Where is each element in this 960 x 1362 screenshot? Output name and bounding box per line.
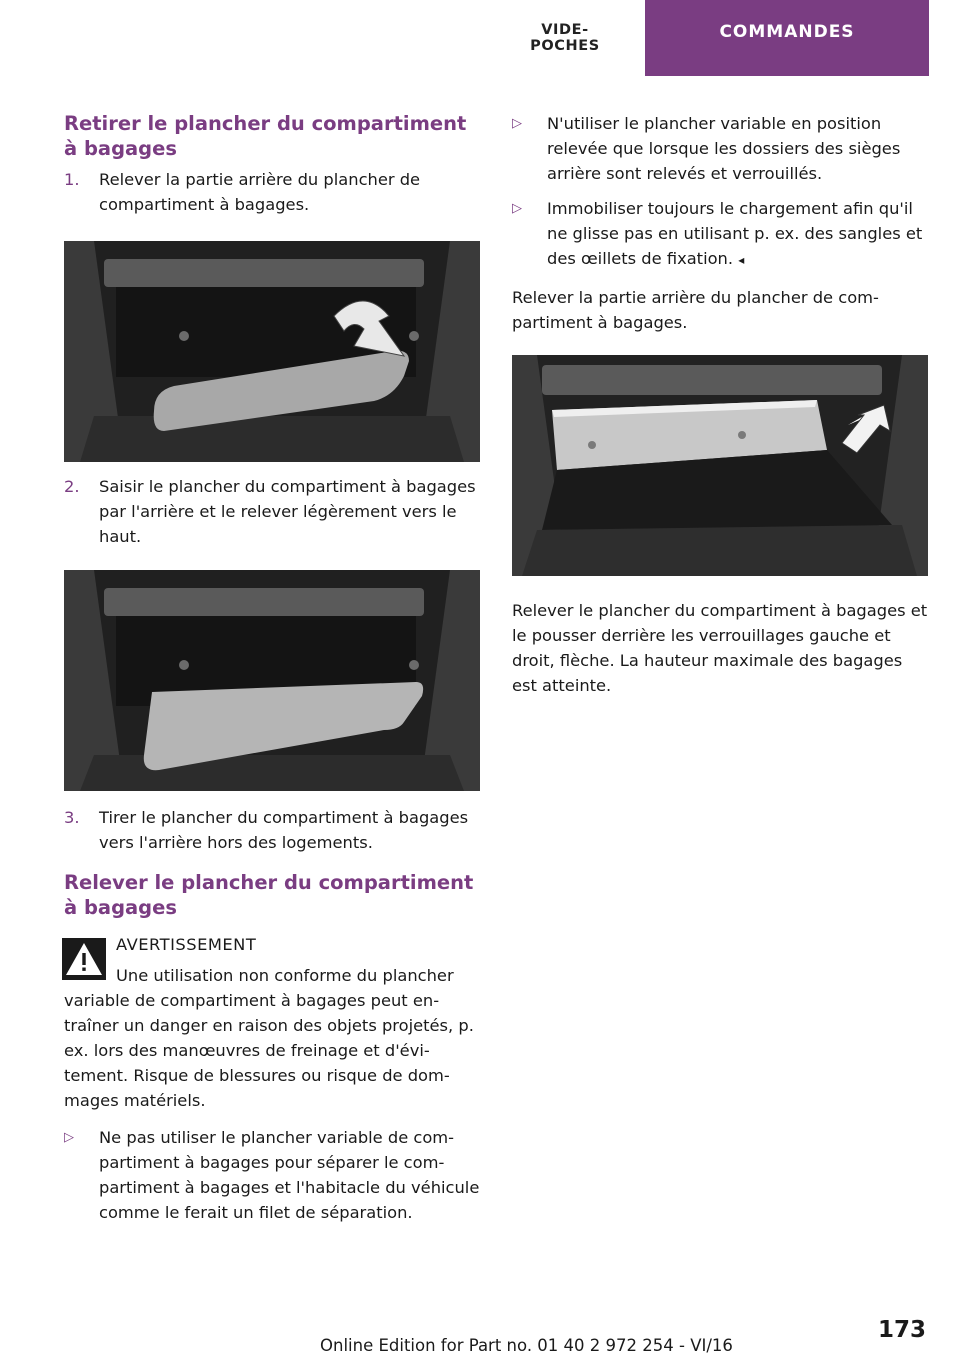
chapter-tab-label: COMMANDES	[719, 22, 855, 42]
trunk-photo-raised-floor	[512, 355, 928, 576]
chapter-tab	[645, 0, 929, 76]
steps-list-2	[64, 474, 482, 549]
trunk-photo-lift-rear	[64, 241, 480, 462]
bullet-triangle-icon: ▷	[64, 1130, 74, 1145]
heading-raise-floor: Relever le plancher du compartiment à bagages	[64, 871, 474, 919]
step-item	[64, 805, 482, 855]
page-footer	[0, 1315, 960, 1362]
bullet-text: N'utiliser le plancher variable en position relevée que lorsque les dossiers des sièges arrière sont relevés et verrouillés.	[547, 114, 901, 183]
instruction-text-2: Relever le plancher du compartiment à bagages et le pousser derrière les verrouillages gauche et droit, flèche. La hauteur maximale des bagages est atteinte.	[512, 601, 928, 695]
warning-bullets-cont	[512, 111, 928, 273]
page-number: 173	[877, 1317, 926, 1343]
trunk-photo-lift-floor	[64, 570, 480, 791]
right-column	[512, 111, 928, 698]
step-number: 1.	[64, 170, 80, 189]
warning-bullets	[64, 1125, 482, 1225]
bullet-item	[512, 196, 928, 273]
warning-title: AVERTISSEMENT	[116, 935, 257, 954]
bullet-item	[512, 111, 928, 186]
bullet-text: Ne pas utiliser le plancher variable de compartiment à bagages pour séparer le compartiment à bagages et l'habitacle du véhicule comme le ferait un filet de séparation.	[99, 1128, 480, 1222]
left-column	[64, 111, 482, 1225]
section-label: VIDE-POCHES	[530, 22, 600, 54]
bullet-triangle-icon: ▷	[512, 116, 522, 131]
end-of-warning-icon: ◂	[738, 253, 745, 267]
warning-block	[64, 932, 482, 957]
bullet-item	[64, 1125, 482, 1225]
bullet-triangle-icon: ▷	[512, 201, 522, 216]
bullet-text: Immobiliser toujours le chargement afin qu'il ne glisse pas en utilisant p. ex. des sangles et des œillets de fixation.	[547, 199, 923, 268]
steps-list	[64, 167, 482, 217]
instruction-text: Relever la partie arrière du plancher de compartiment à bagages.	[512, 288, 879, 332]
heading-remove-floor: Retirer le plancher du compartiment à bagages	[64, 112, 467, 160]
step-item	[64, 167, 482, 217]
step-text: Saisir le plancher du compartiment à bagages par l'arrière et le relever légèrement vers le haut.	[99, 477, 476, 546]
step-text: Relever la partie arrière du plancher de compartiment à bagages.	[99, 170, 421, 214]
steps-list-3	[64, 805, 482, 855]
edition-text: Online Edition for Part no. 01 40 2 972 254 - VI/16	[320, 1336, 733, 1355]
step-text: Tirer le plancher du compartiment à bagages vers l'arrière hors des logements.	[99, 808, 469, 852]
warning-triangle-icon	[62, 938, 106, 980]
step-item	[64, 474, 482, 549]
step-number: 3.	[64, 808, 80, 827]
warning-text: Une utilisation non conforme du plancher variable de compartiment à bagages peut entraîner un danger en raison des objets projetés, p. ex. lors des manœuvres de freinage et d'évitement. Risque de blessures ou risque de dommages matériels.	[64, 966, 474, 1110]
step-number: 2.	[64, 477, 80, 496]
